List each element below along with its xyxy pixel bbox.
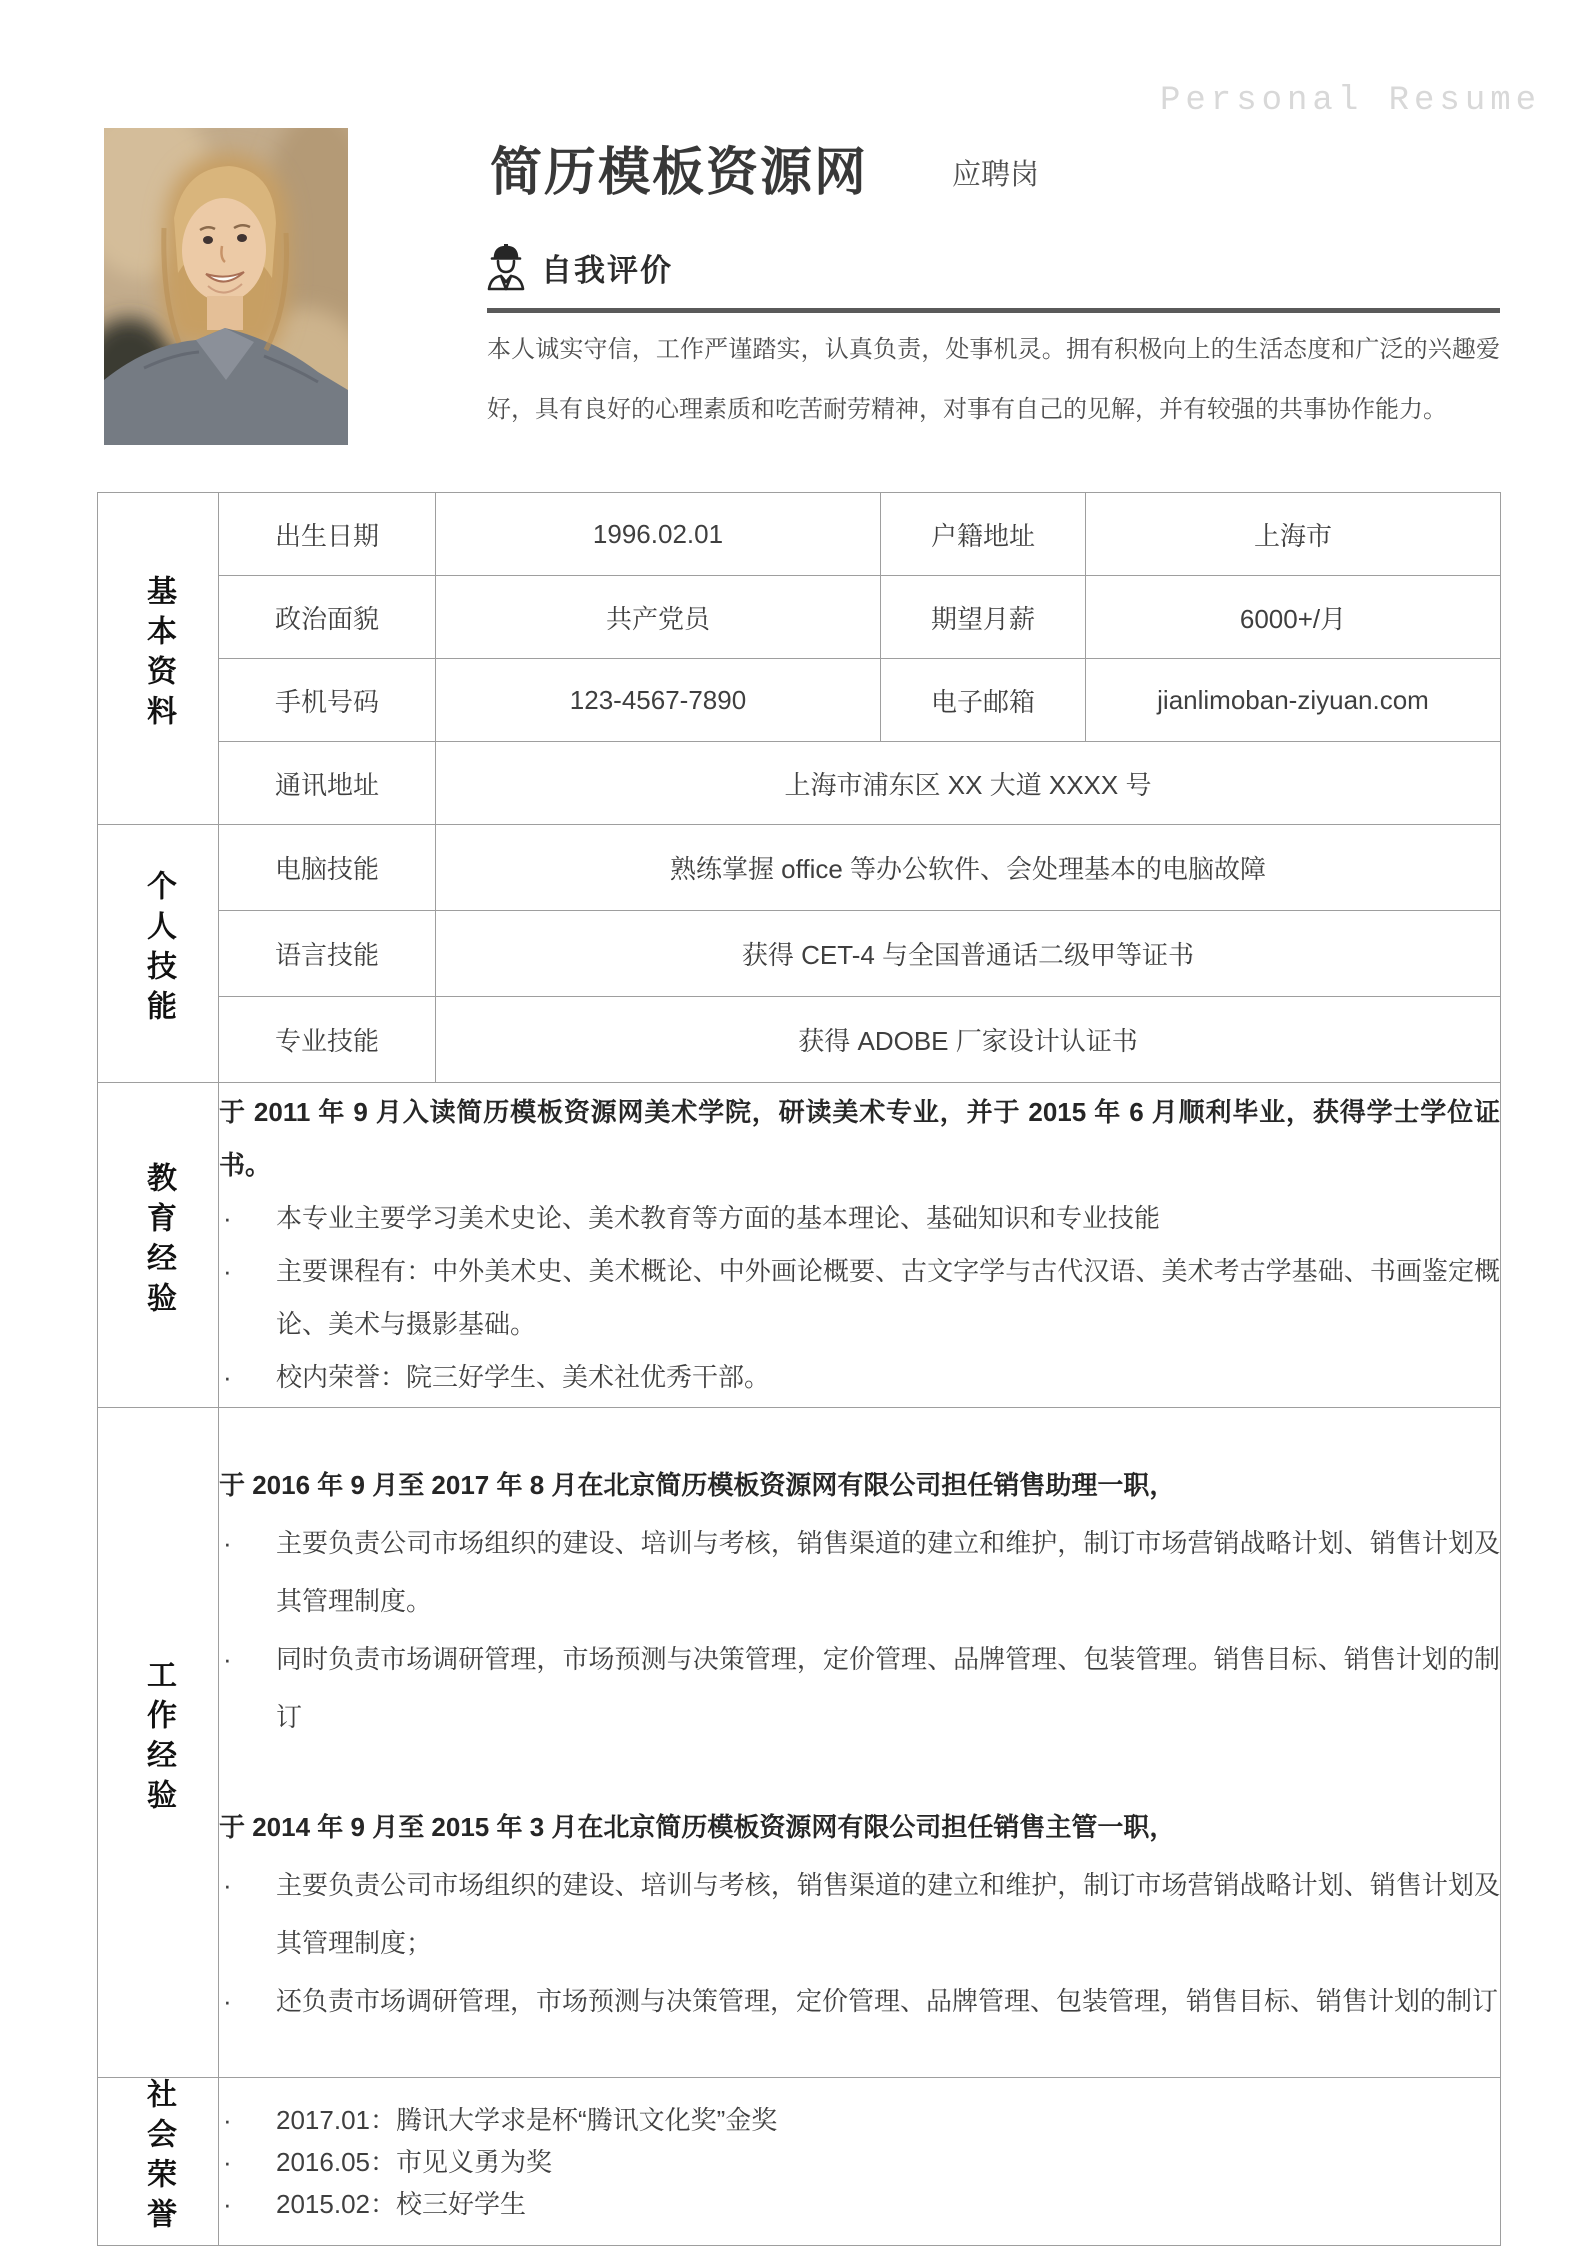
list-item: · 校内荣誉：院三好学生、美术社优秀干部。 [223, 1362, 771, 1392]
field-value: 获得 CET-4 与全国普通话二级甲等证书 [436, 911, 1501, 997]
job-headline: 于 2014 年 9 月至 2015 年 3 月在北京简历模板资源网有限公司担任销售主管一职， [219, 1811, 1176, 1842]
field-label: 户籍地址 [881, 493, 1086, 576]
table-row [98, 1408, 1501, 2078]
list-item: · 还负责市场调研管理，市场预测与决策管理，定价管理、品牌管理、包装管理，销售目标、销售计划的制订 [223, 1985, 1499, 2016]
page-title: 简历模板资源网 [490, 144, 869, 202]
list-item: · 同时负责市场调研管理，市场预测与决策管理，定价管理、品牌管理、包装管理。销售目标、销售计划的制订 [223, 1643, 1500, 1732]
section-title-basic-info: 基本资料 [98, 493, 219, 825]
table-row [98, 825, 1501, 911]
honors-content [219, 2078, 1501, 2246]
field-value: 上海市 [1086, 493, 1501, 576]
field-label: 出生日期 [219, 493, 436, 576]
resume-table [97, 492, 1501, 2246]
section-title-honors: 社会荣誉 [98, 2078, 219, 2246]
work-content [219, 1408, 1501, 2078]
apply-position-label: 应聘岗 [952, 159, 1040, 191]
worker-icon [485, 243, 527, 291]
list-item: · 主要负责公司市场组织的建设、培训与考核，销售渠道的建立和维护，制订市场营销战略计划、销售计划及其管理制度； [223, 1869, 1500, 1958]
field-label: 电脑技能 [219, 825, 436, 911]
job-headline: 于 2016 年 9 月至 2017 年 8 月在北京简历模板资源网有限公司担任销售助理一职， [219, 1469, 1176, 1500]
list-item: · 本专业主要学习美术史论、美术教育等方面的基本理论、基础知识和专业技能 [223, 1203, 1161, 1233]
list-item: · 2015.02：校三好学生 [223, 2188, 526, 2219]
list-item: · 主要负责公司市场组织的建设、培训与考核，销售渠道的建立和维护，制订市场营销战略计划、销售计划及其管理制度。 [223, 1527, 1500, 1616]
watermark-text: Personal Resume [1160, 82, 1542, 120]
field-label: 通讯地址 [219, 742, 436, 825]
table-row [98, 2078, 1501, 2246]
table-row [98, 576, 1501, 659]
field-value: jianlimoban-ziyuan.com [1086, 659, 1501, 742]
table-row [98, 493, 1501, 576]
field-value: 熟练掌握 office 等办公软件、会处理基本的电脑故障 [436, 825, 1501, 911]
field-value: 123-4567-7890 [436, 659, 881, 742]
field-value: 上海市浦东区 XX 大道 XXXX 号 [436, 742, 1501, 825]
field-label: 语言技能 [219, 911, 436, 997]
section-title-education: 教育经验 [98, 1083, 219, 1408]
table-row [98, 1083, 1501, 1408]
table-row [98, 997, 1501, 1083]
field-label: 手机号码 [219, 659, 436, 742]
field-label: 专业技能 [219, 997, 436, 1083]
table-row [98, 742, 1501, 825]
field-value: 1996.02.01 [436, 493, 881, 576]
self-evaluation-heading: 自我评价 [541, 252, 673, 288]
section-title-skills: 个人技能 [98, 825, 219, 1083]
section-title-work: 工作经验 [98, 1408, 219, 2078]
self-evaluation-text: 本人诚实守信，工作严谨踏实，认真负责，处事机灵。拥有积极向上的生活态度和广泛的兴趣爱好，具有良好的心理素质和吃苦耐劳精神，对事有自己的见解，并有较强的共事协作能力。 [487, 336, 1500, 423]
field-label: 期望月薪 [881, 576, 1086, 659]
list-item: · 2016.05：市见义勇为奖 [223, 2146, 552, 2177]
section-divider-rule [487, 308, 1500, 313]
job-entry [219, 1798, 1500, 2030]
table-row [98, 911, 1501, 997]
field-value: 6000+/月 [1086, 576, 1501, 659]
profile-photo [104, 128, 348, 445]
table-row [98, 659, 1501, 742]
field-label: 政治面貌 [219, 576, 436, 659]
job-entry [219, 1456, 1500, 1746]
list-item: · 主要课程有：中外美术史、美术概论、中外画论概要、古文字学与古代汉语、美术考古学基础、书画鉴定概论、美术与摄影基础。 [223, 1256, 1500, 1339]
education-content [219, 1083, 1501, 1408]
field-label: 电子邮箱 [881, 659, 1086, 742]
education-headline: 于 2011 年 9 月入读简历模板资源网美术学院，研读美术专业，并于 2015 年 6 月顺利毕业，获得学士学位证书。 [219, 1097, 1500, 1180]
self-evaluation-header [485, 243, 673, 291]
list-item: · 2017.01：腾讯大学求是杯“腾讯文化奖”金奖 [223, 2104, 778, 2135]
field-value: 共产党员 [436, 576, 881, 659]
field-value: 获得 ADOBE 厂家设计认证书 [436, 997, 1501, 1083]
